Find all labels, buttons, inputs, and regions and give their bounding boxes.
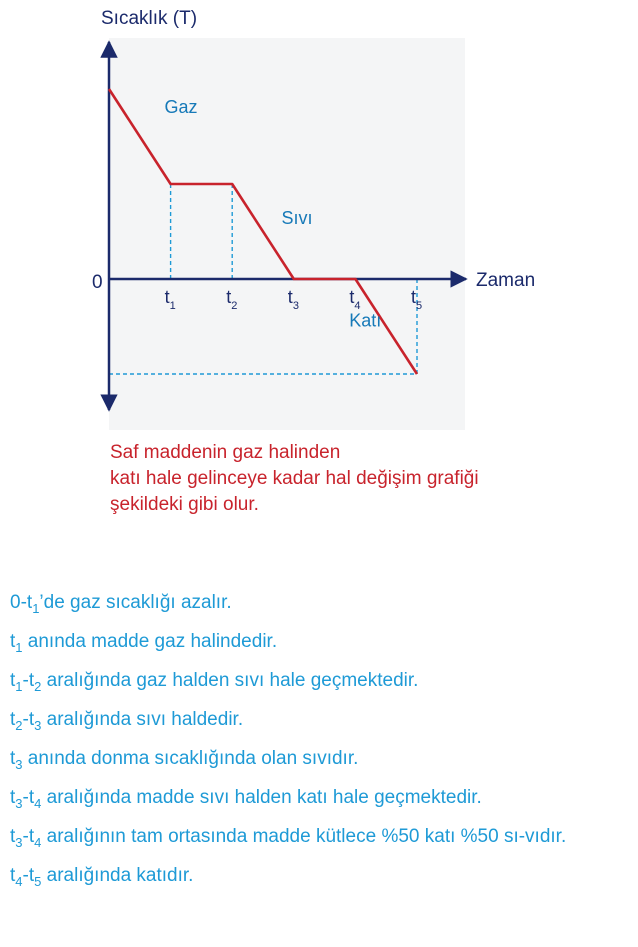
phase-label: Katı	[349, 310, 382, 331]
caption-line: şekildeki gibi olur.	[110, 494, 259, 515]
statement: $t_1$ anında madde gaz halindedir.	[10, 631, 278, 655]
plot-background	[109, 38, 465, 430]
statement: $t_3-t_4$ aralığında madde sıvı halden katı hale geçmektedir.	[10, 787, 482, 811]
x-tick-label: $t_4$	[349, 287, 361, 312]
x-axis-label: Zaman	[476, 270, 536, 291]
statement: $0-t_1’de$ gaz sıcaklığı azalır.	[10, 592, 232, 616]
x-tick-label: $t_3$	[287, 287, 299, 312]
caption-line: katı hale gelinceye kadar hal değişim grafiği	[110, 468, 479, 489]
statement: $t_1-t_2$ aralığında gaz halden sıvı hale geçmektedir.	[10, 670, 419, 694]
statement: $t_3$ anında donma sıcaklığında olan sıvıdır.	[10, 748, 359, 772]
y-axis-label: Sıcaklık (T)	[101, 8, 198, 29]
statement: $t_2-t_3$ aralığında sıvı haldedir.	[10, 709, 244, 733]
x-tick-label: $t_5$	[411, 287, 423, 312]
chart-caption	[110, 440, 479, 518]
x-tick-label: $t_1$	[164, 287, 176, 312]
x-tick-label: $t_2$	[226, 287, 238, 312]
statement: $t_4-t_5$ aralığında katıdır.	[10, 865, 194, 889]
phase-label: Sıvı	[281, 207, 313, 228]
statement-list	[10, 590, 630, 902]
statement: $t_3-t_4$ aralığının tam ortasında madde kütlece %50 katı %50 sı-vıdır.	[10, 826, 567, 850]
caption-line: Saf maddenin gaz halinden	[110, 442, 341, 463]
origin-label: 0	[92, 272, 103, 293]
phase-label: Gaz	[164, 96, 198, 117]
